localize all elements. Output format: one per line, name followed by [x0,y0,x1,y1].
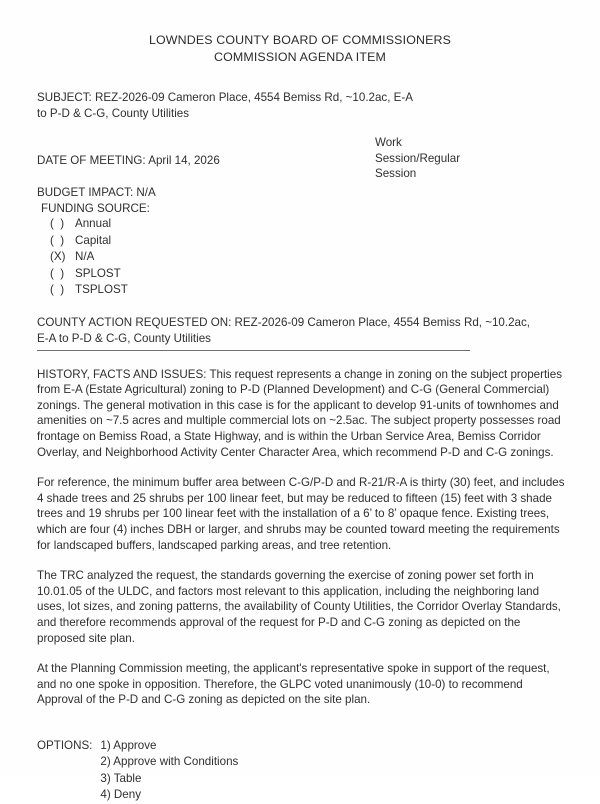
funding-source-list [37,216,565,298]
checkbox-annual[interactable]: ( ) [50,217,65,231]
funding-option-splost[interactable] [50,266,565,282]
funding-option-label-capital: Capital [75,233,112,247]
section-divider-rule [37,350,470,351]
document-header [0,32,600,66]
header-line-organization: LOWNDES COUNTY BOARD OF COMMISSIONERS [148,33,452,47]
paragraph-trc-analysis: The TRC analyzed the request, the standards governing the exercise of zoning power set forth in 10.01.05 of the ULDC, and factors most relevant to this application, including the neighboring land uses, lot sizes, and zoning patterns, the availability of County Utilities, the Corridor Overlay Standards, and therefore recommends approval of the request for P-D and C-G zoning as depicted on the proposed site plan. [37,569,561,645]
session-line-1: Work [375,136,402,150]
options-list [100,738,238,804]
checkbox-na[interactable]: (X) [50,250,66,264]
meeting-row [37,136,565,185]
funding-option-na[interactable] [50,249,565,265]
county-action-line-1: COUNTY ACTION REQUESTED ON: REZ-2026-09 Cameron Place, 4554 Bemiss Rd, ~10.2ac, [37,316,531,330]
subject-block [37,90,565,121]
options-label: OPTIONS: [37,738,93,752]
county-action-line-2: E-A to P-D & C-G, County Utilities [37,332,211,345]
funding-option-annual[interactable] [50,216,565,232]
budget-block [37,185,565,298]
checkbox-splost[interactable]: ( ) [50,266,65,280]
option-item-deny[interactable]: 4) Deny [100,788,142,802]
paragraph-buffer-reference: For reference, the minimum buffer area between C-G/P-D and R-21/R-A is thirty (30) feet, and includes 4 shade trees and 25 shrubs per 100 linear feet, but may be reduced to fifteen (15) feet with 3 shade trees and 19 shrubs per 100 linear feet with the installation of a 6’ to 8’ opaque fence. Existing trees, which are four (4) inches DBH or larger, and shrubs may be counted toward meeting the requirements for landscaped buffers, landscaped parking areas, and tree retention. [37,476,565,552]
paragraph-planning-commission: At the Planning Commission meeting, the applicant's representative spoke in support of the request, and no one spoke in opposition. Therefore, the GLPC voted unanimously (10-0) to recommend Approval of the P-D and C-G zoning as depicted on the site plan. [37,662,550,707]
funding-option-tsplost[interactable] [50,282,565,298]
option-item-approve[interactable]: 1) Approve [100,738,157,752]
header-line-document-type: COMMISSION AGENDA ITEM [214,50,386,64]
funding-option-label-na: N/A [75,250,95,264]
options-block [37,738,565,804]
option-item-table[interactable]: 3) Table [100,771,142,785]
session-type-column [375,135,525,182]
budget-impact: BUDGET IMPACT: N/A [37,186,156,200]
funding-option-label-tsplost: TSPLOST [75,283,128,296]
checkbox-capital[interactable]: ( ) [50,233,65,247]
subject-line-1: SUBJECT: REZ-2026-09 Cameron Place, 4554 Bemiss Rd, ~10.2ac, E-A [37,91,413,104]
funding-option-capital[interactable] [50,233,565,249]
paragraph-history-facts-issues: HISTORY, FACTS AND ISSUES: This request represents a change in zoning on the subject properties from E-A (Estate Agricultural) zoning to P-D (Planned Development) and C-G (General Commercial) zonings. The general motivation in this case is for the applicant to develop 91-units of townhomes and amenities on ~7.5 acres and multiple commercial lots on ~2.5ac. The subject property possesses road frontage on Bemiss Road, a State Highway, and is within the Urban Service Area, Bemiss Corridor Overlay, and Neighborhood Activity Center Character Area, which recommend P-D and C-G zonings. [37,367,562,459]
funding-source-label: FUNDING SOURCE: [41,201,150,215]
meeting-date: DATE OF MEETING: April 14, 2026 [37,154,220,168]
county-action-block [37,315,565,350]
funding-option-label-annual: Annual [75,217,112,231]
checkbox-tsplost[interactable]: ( ) [50,283,65,296]
session-line-3: Session [375,167,417,181]
funding-option-label-splost: SPLOST [75,266,121,280]
session-line-2: Session/Regular [375,151,461,165]
option-item-approve-with-conditions[interactable]: 2) Approve with Conditions [100,755,239,769]
subject-line-2: to P-D & C-G, County Utilities [37,106,190,120]
